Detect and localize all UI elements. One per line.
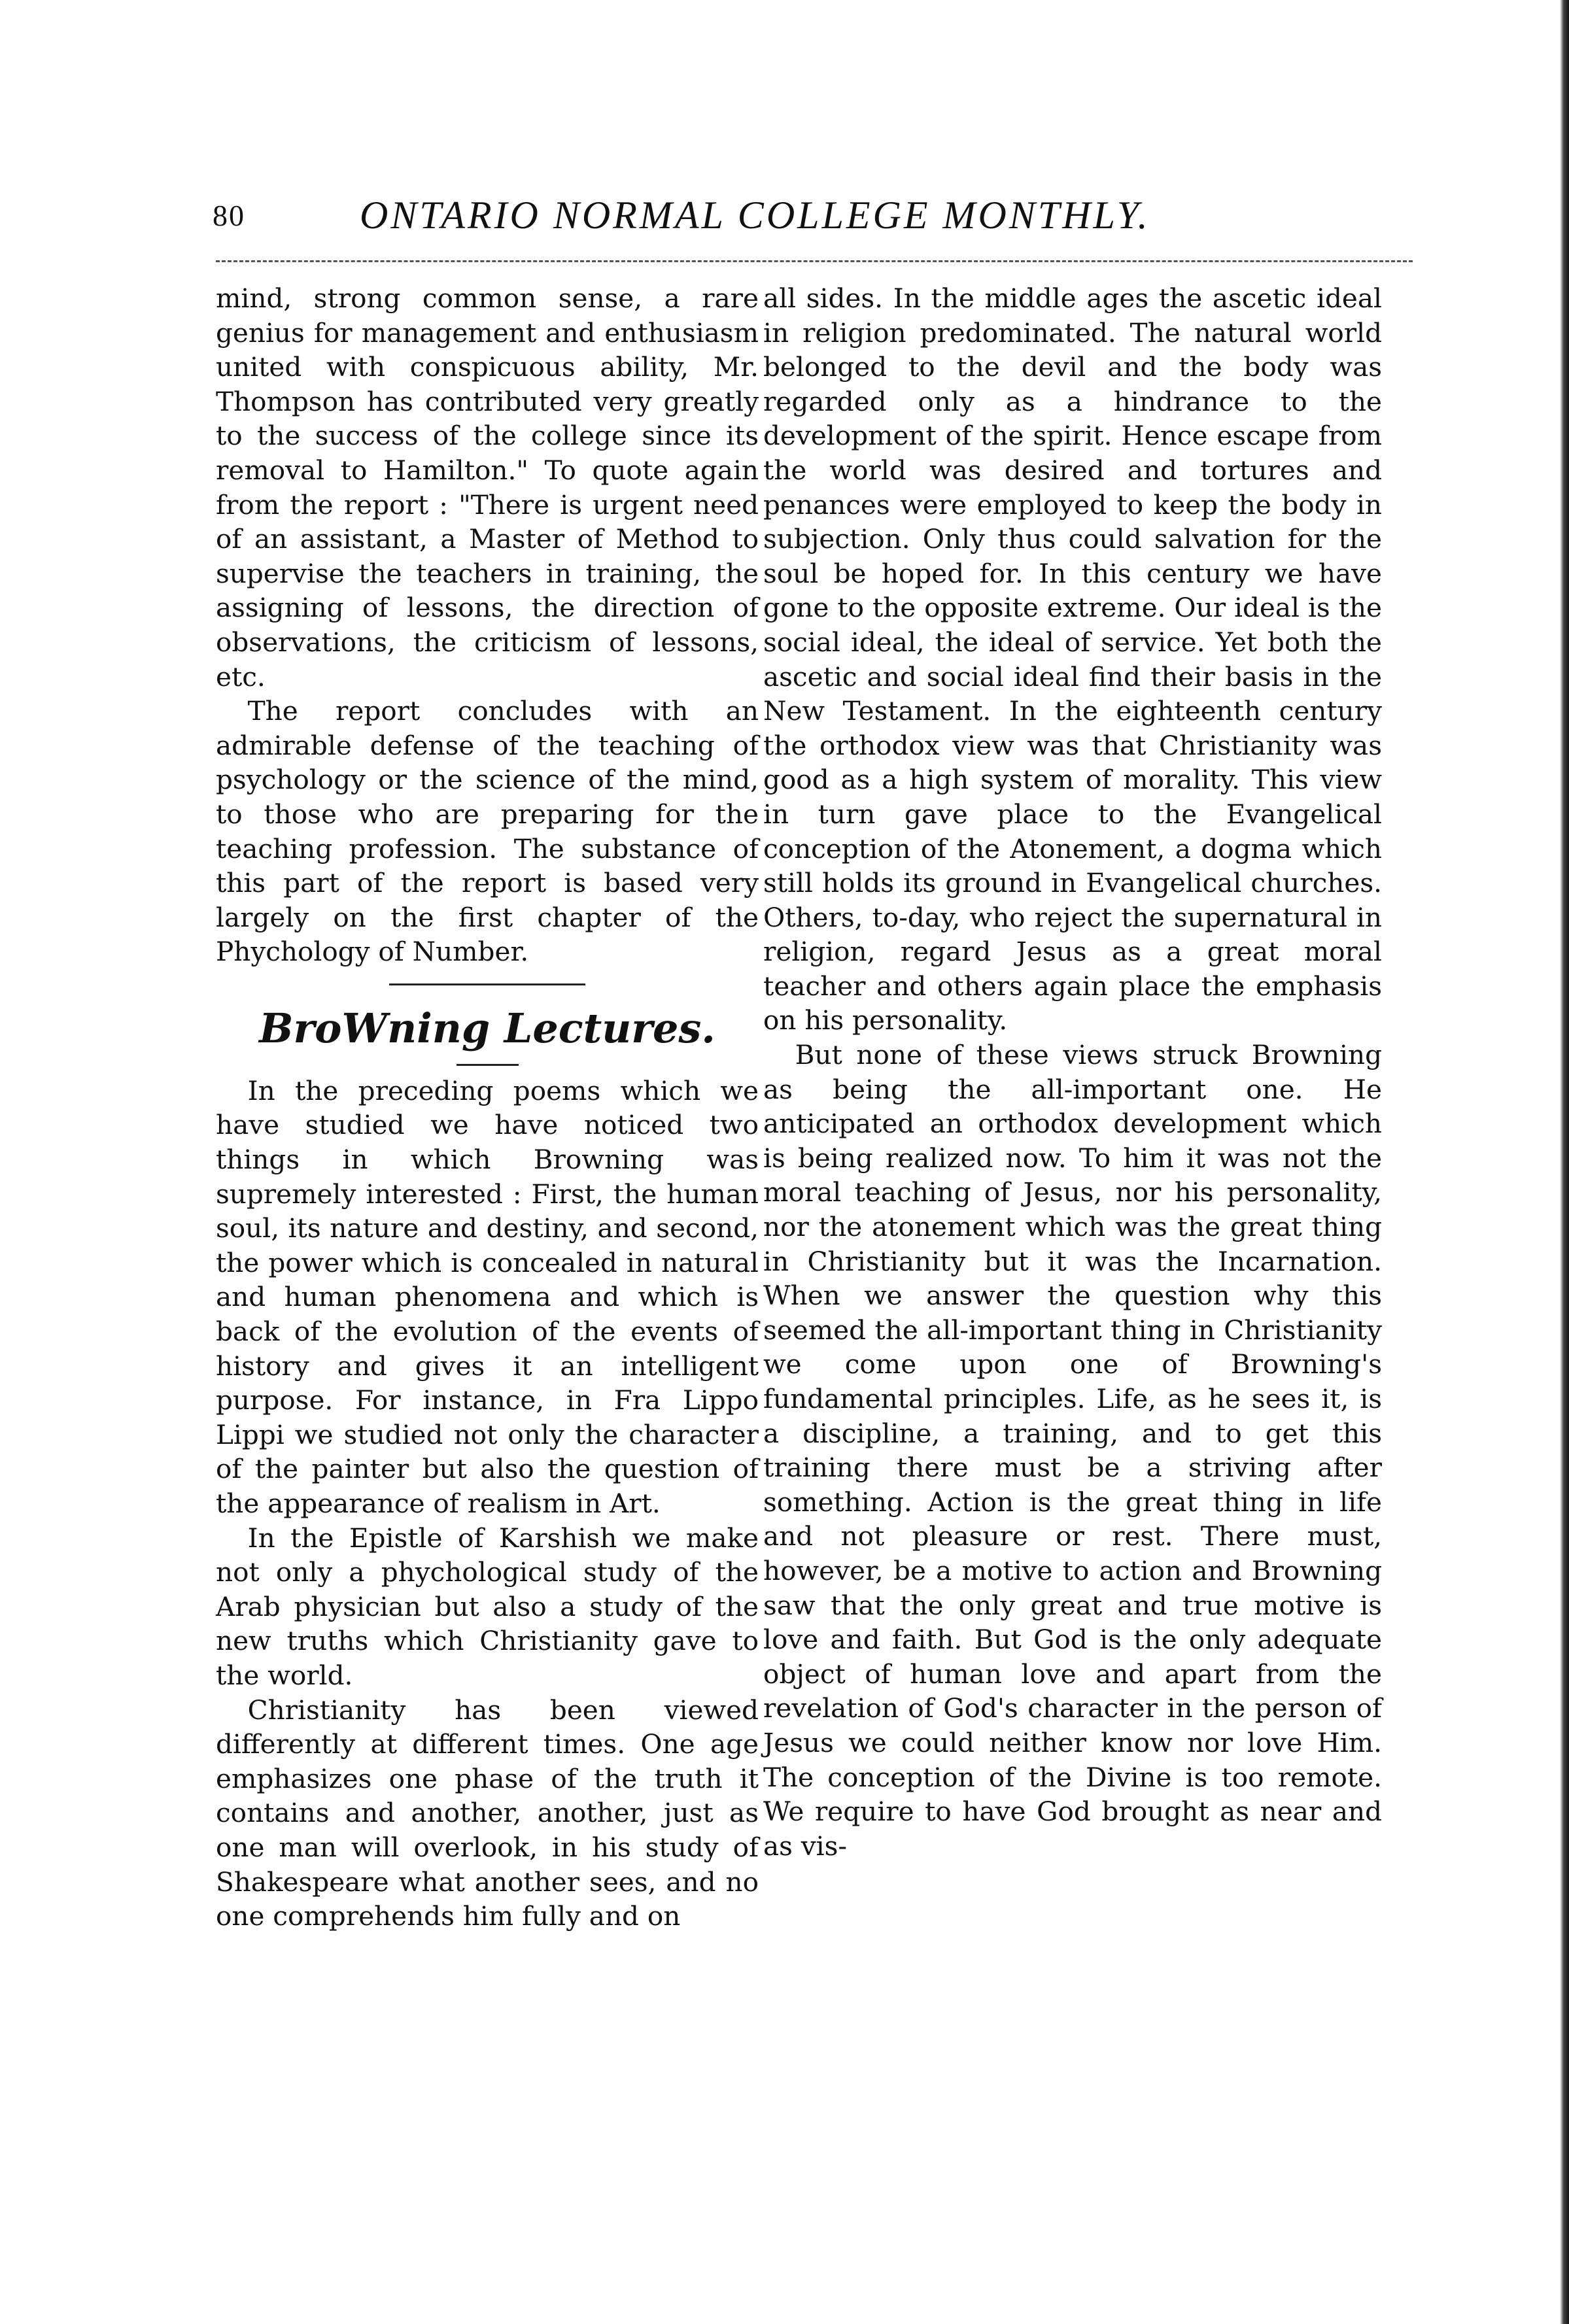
running-title: ONTARIO NORMAL COLLEGE MONTHLY. — [360, 194, 1150, 237]
scan-edge — [1560, 0, 1569, 2324]
section-divider — [389, 983, 585, 985]
right-column — [763, 281, 1382, 1863]
title-underline — [457, 1064, 519, 1066]
continued-paragraph: mind, strong common sense, a rare genius for management and enthusiasm united with conspicuous ability, Mr. Thompson has contributed very greatly to the success of the college since its removal to Hamilton." To quote again from the report : "There is urgent need of an assistant, a Master of Method to supervise the teachers in training, the assigning of lessons, the direction of observations, the criticism of lessons, etc. — [216, 282, 759, 692]
left-column — [216, 281, 759, 1934]
report-paragraph: The report concludes with an admirable defense of the teaching of psychology or the science of the mind, to those who are preparing for the teaching profession. The substance of this part of the report is based very largely on the first chapter of the Phychology of Number. — [216, 695, 759, 968]
section-title: BroWning Lectures. — [259, 1004, 716, 1052]
page-number: 80 — [213, 199, 245, 232]
continued-paragraph-right: all sides. In the middle ages the ascetic ideal in religion predominated. The natural world belonged to the devil and the body was regarded only as a hindrance to the development of the spirit. Hence escape from the world was desired and tortures and penances were employed to keep the body in subjection. Only thus could salvation for the soul be hoped for. In this century we have gone to the opposite extreme. Our ideal is the social ideal, the ideal of service. Yet both the ascetic and social ideal find their basis in the New Testament. In the eighteenth century the orthodox view was that Christianity was good as a high system of morality. This view in turn gave place to the Evangelical conception of the Atonement, a dogma which still holds its ground in Evangelical churches. Others, to-day, who reject the supernatural in religion, regard Jesus as a great moral teacher and others again place the emphasis on his personality. — [763, 282, 1382, 1036]
paragraph-interests: In the preceding poems which we have studied we have noticed two things in which Browning was supremely interested : First, the human soul, its nature and destiny, and second, the power which is concealed in natural and human phenomena and which is back of the evolution of the events of history and gives it an intelligent purpose. For instance, in Fra Lippo Lippi we studied not only the character of the painter but also the question of the appearance of realism in Art. — [216, 1074, 759, 1519]
paragraph-karshish: In the Epistle of Karshish we make not only a phychological study of the Arab physician but also a study of the new truths which Christianity gave to the world. — [216, 1522, 759, 1691]
page-header — [0, 193, 1569, 239]
header-rule — [216, 260, 1413, 262]
paragraph-incarnation: But none of these views struck Browning as being the all-important one. He anticipated an orthodox development which is being realized now. To him it was not the moral teaching of Jesus, nor his personality, nor the atonement which was the great thing in Christianity but it was the Incarnation. When we answer the question why this seemed the all-important thing in Christianity we come upon one of Browning's fundamental principles. Life, as he sees it, is a discipline, a training, and to get this training there must be a striving after something. Action is the great thing in life and not pleasure or rest. There must, however, be a motive to action and Browning saw that the only great and true motive is love and faith. But God is the only adequate object of human love and apart from the revelation of God's character in the person of Jesus we could neither know nor love Him. The conception of the Divine is too remote. We require to have God brought as near and as vis- — [763, 1039, 1382, 1862]
paragraph-christianity: Christianity has been viewed differently at different times. One age emphasizes one phase of the truth it contains and another, another, just as one man will overlook, in his study of Shakespeare what another sees, and no one comprehends him fully and on — [216, 1694, 759, 1932]
